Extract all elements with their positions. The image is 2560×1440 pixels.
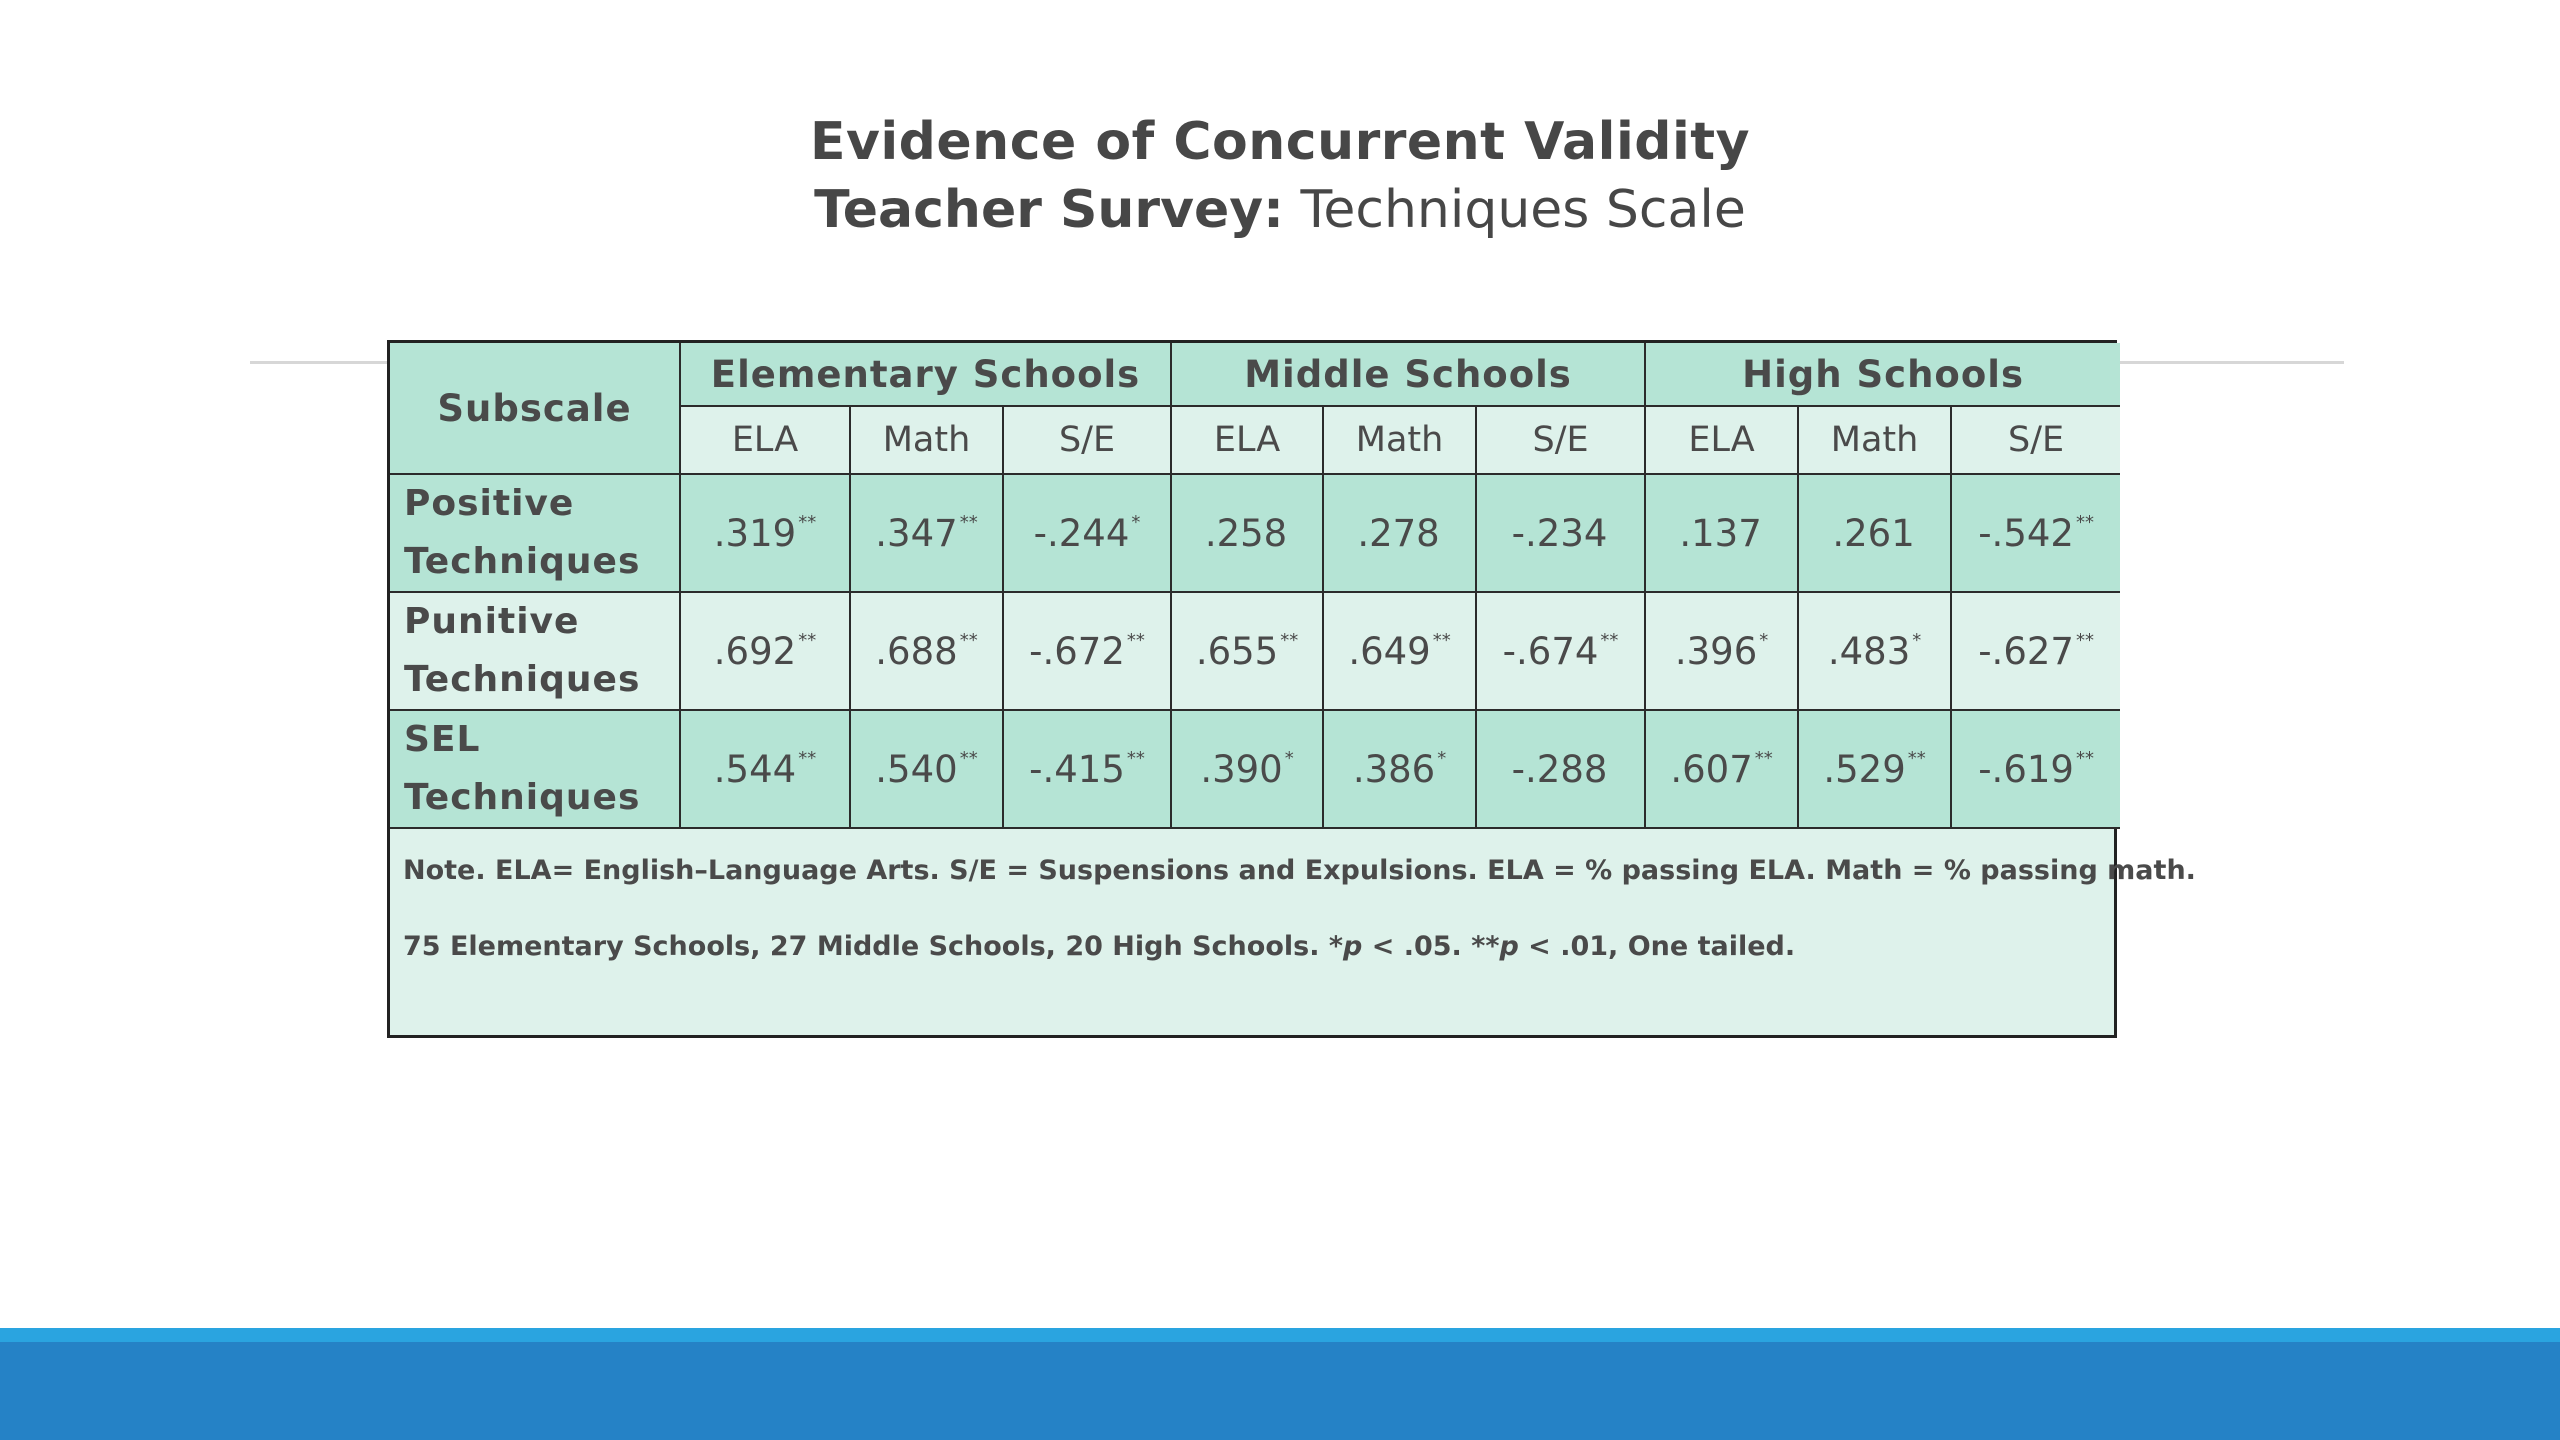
table-cell: -.619 ** — [1951, 710, 2120, 828]
table-cell: -.415 ** — [1003, 710, 1171, 828]
column-header: Math — [1323, 406, 1476, 474]
table-cell: .688 ** — [850, 592, 1003, 710]
title-line-2 — [0, 176, 2560, 244]
table-cell: .540 ** — [850, 710, 1003, 828]
table-cell: .137 — [1645, 474, 1798, 592]
note-line-1: Note. ELA= English–Language Arts. S/E = Suspensions and Expulsions. ELA = % passing ELA. Math = % passing math. — [403, 855, 2196, 886]
table-cell: .692 ** — [680, 592, 850, 710]
column-header: ELA — [680, 406, 850, 474]
validity-table — [390, 343, 2120, 829]
table-row-sel-techniques — [390, 710, 2120, 828]
table-note — [390, 833, 2196, 985]
table-cell: .347 ** — [850, 474, 1003, 592]
group-header-high: High Schools — [1645, 343, 2120, 406]
column-header: Math — [1798, 406, 1951, 474]
table-cell: .396 * — [1645, 592, 1798, 710]
table-cell: .258 — [1171, 474, 1323, 592]
table-cell: .649 ** — [1323, 592, 1476, 710]
row-label: Punitive Techniques — [390, 592, 680, 710]
column-header: ELA — [1171, 406, 1323, 474]
table-cell: -.627 ** — [1951, 592, 2120, 710]
table-cell: -.542 ** — [1951, 474, 2120, 592]
table-cell: .607 ** — [1645, 710, 1798, 828]
table-cell: .386 * — [1323, 710, 1476, 828]
column-header: S/E — [1951, 406, 2120, 474]
table-row-positive-techniques — [390, 474, 2120, 592]
table-cell: .278 — [1323, 474, 1476, 592]
table-cell: -.244 * — [1003, 474, 1171, 592]
note-line-2: 75 Elementary Schools, 27 Middle Schools, 20 High Schools. *p < .05. **p < .01, One tailed. — [403, 931, 1796, 962]
title-line-2-bold: Teacher Survey: — [814, 180, 1284, 240]
subscale-header: Subscale — [390, 343, 680, 474]
footer-accent-stripe — [0, 1328, 2560, 1342]
row-label: SEL Techniques — [390, 710, 680, 828]
table-cell: -.674 ** — [1476, 592, 1645, 710]
table-cell: .319 ** — [680, 474, 850, 592]
table-row-punitive-techniques — [390, 592, 2120, 710]
row-label: Positive Techniques — [390, 474, 680, 592]
table-cell: -.288 — [1476, 710, 1645, 828]
footer-bar — [0, 1342, 2560, 1440]
title-line-2-rest: Techniques Scale — [1283, 180, 1746, 240]
table-cell: .655 ** — [1171, 592, 1323, 710]
divider-line-left — [250, 361, 390, 364]
table-cell: -.234 — [1476, 474, 1645, 592]
table-cell: .529 ** — [1798, 710, 1951, 828]
group-header-middle: Middle Schools — [1171, 343, 1645, 406]
table-cell: .261 — [1798, 474, 1951, 592]
table-cell: .544 ** — [680, 710, 850, 828]
table-cell: .483 * — [1798, 592, 1951, 710]
table-cell: -.672 ** — [1003, 592, 1171, 710]
column-header: Math — [850, 406, 1003, 474]
validity-table-container — [387, 340, 2196, 1038]
column-header: S/E — [1476, 406, 1645, 474]
group-header-elementary: Elementary Schools — [680, 343, 1171, 406]
divider-line-right — [2114, 361, 2344, 364]
slide-title — [0, 108, 2560, 244]
table-cell: .390 * — [1171, 710, 1323, 828]
title-line-1: Evidence of Concurrent Validity — [809, 112, 1751, 172]
column-header: ELA — [1645, 406, 1798, 474]
column-header: S/E — [1003, 406, 1171, 474]
